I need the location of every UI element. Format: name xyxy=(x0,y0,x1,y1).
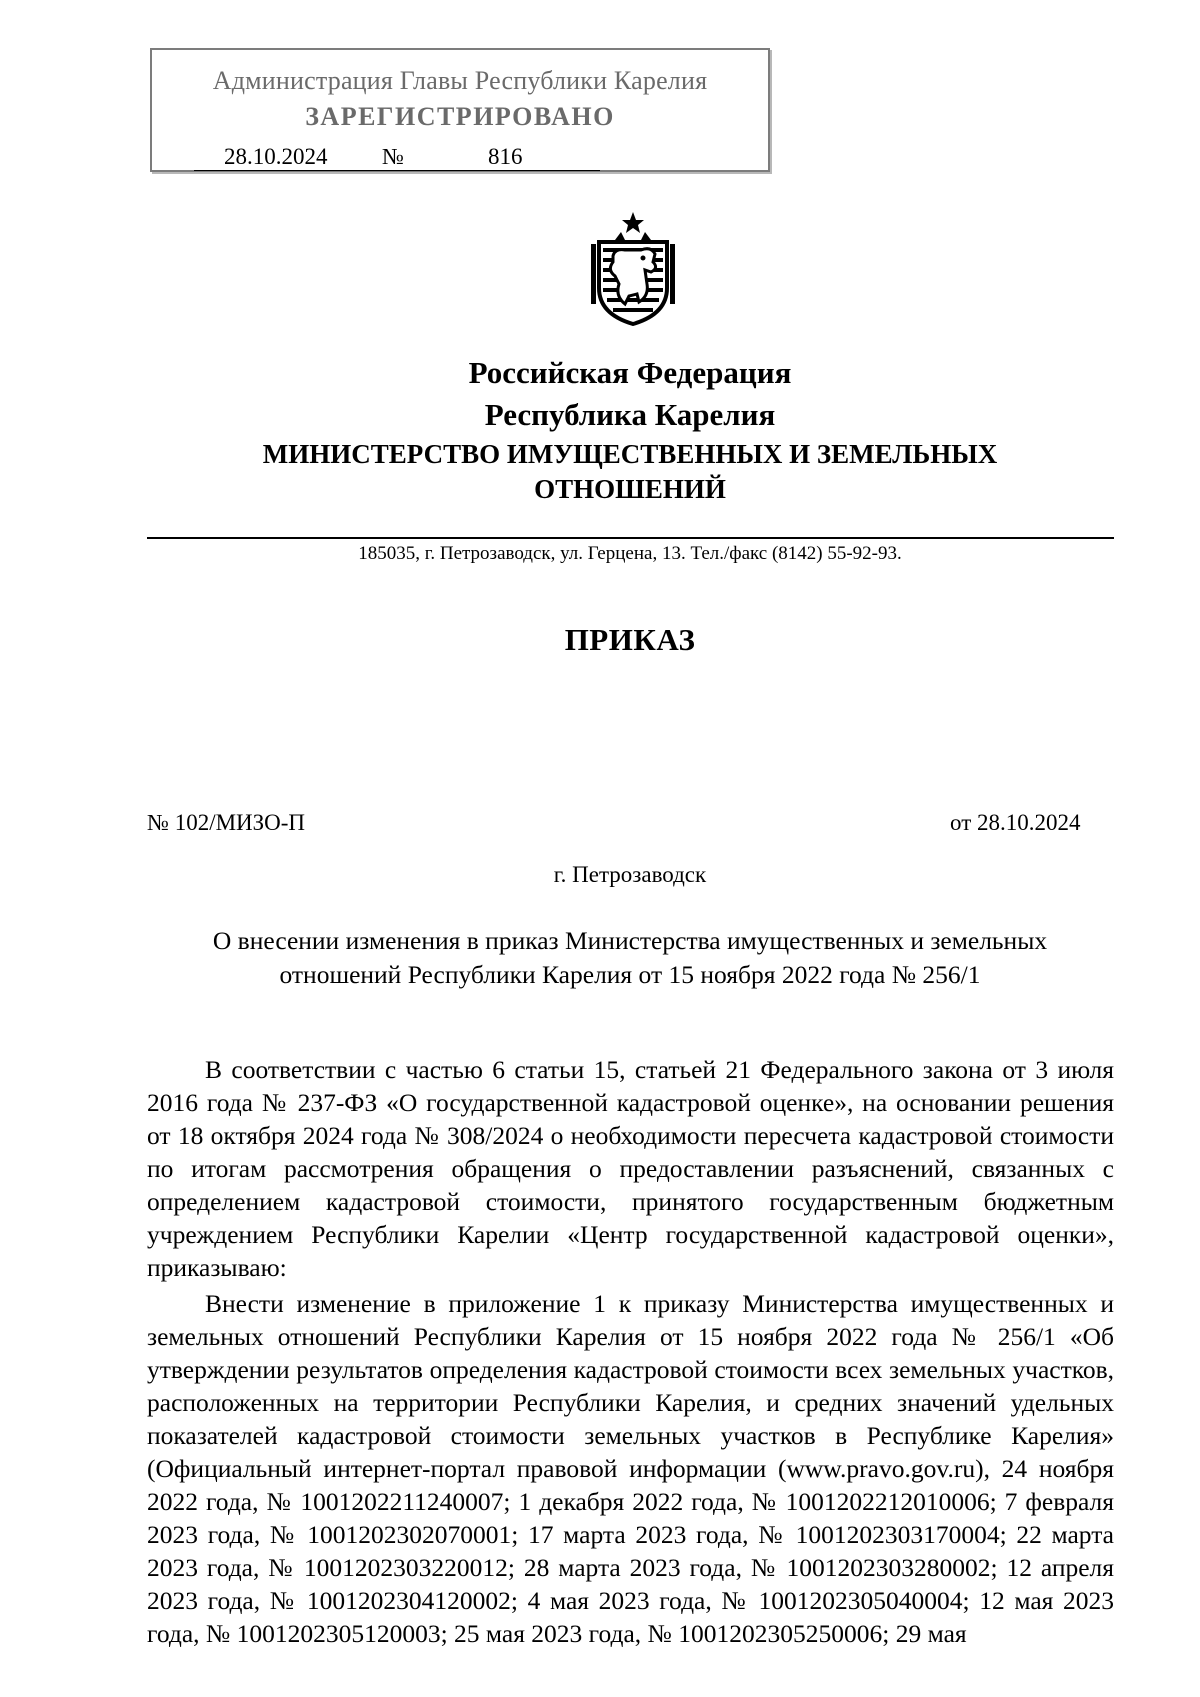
order-title: О внесении изменения в приказ Министерства имущественных и земельных отношений Республики Карелия от 15 ноября 2022 года № 256/1 xyxy=(212,926,1048,989)
stamp-underline xyxy=(194,170,600,171)
karelia-coat-of-arms-icon xyxy=(585,210,681,326)
stamp-organization: Администрация Главы Республики Карелия xyxy=(212,66,708,95)
body-paragraph: Внести изменение в приложение 1 к приказу Министерства имущественных и земельных отношений Республики Карелия от 15 ноября 2022 года № 256/1 «Об утверждении результатов определения кадастровой стоимости всех земельных участков, расположенных на территории Республики Карелия, и средних значений удельных показателей кадастровой стоимости земельных участков в Республике Карелия» (Официальный интернет-портал правовой информации (www.pravo.gov.ru), 24 ноября 2022 года, № 1001202211240007; 1 декабря 2022 года, № 1001202212010006; 7 февраля 2023 года, № 1001202302070001; 17 марта 2023 года, № 1001202303170004; 22 марта 2023 года, № 1001202303220012; 28 марта 2023 года, № 1001202303280002; 12 апреля 2023 года, № 1001202304120002; 4 мая 2023 года, № 1001202305040004; 12 мая 2023 года, № 1001202305120003; 25 мая 2023 года, № 1001202305250006; 29 мая xyxy=(147,1289,1114,1648)
stamp-date: 28.10.2024 xyxy=(224,144,328,169)
ministry-address: 185035, г. Петрозаводск, ул. Герцена, 13. Тел./факс (8142) 55-92-93. xyxy=(358,543,902,564)
header-divider xyxy=(147,537,1114,539)
region-name: Республика Карелия xyxy=(484,397,776,432)
order-number: № 102/МИЗО-П xyxy=(147,810,306,835)
ministry-name-line1: МИНИСТЕРСТВО ИМУЩЕСТВЕННЫХ И ЗЕМЕЛЬНЫХ xyxy=(262,439,998,469)
body-paragraph: В соответствии с частью 6 статьи 15, статьей 21 Федерального закона от 3 июля 2016 года № 237-ФЗ «О государственной кадастровой оценке», на основании решения от 18 октября 2024 года № 308/2024 о необходимости пересчета кадастровой стоимости по итогам рассмотрения обращения о предоставлении разъяснений, связанных с определением кадастровой стоимости, принятого государственным бюджетным учреждением Республики Карелии «Центр государственной кадастровой оценки», приказываю: xyxy=(147,1055,1114,1282)
stamp-status: ЗАРЕГИСТРИРОВАНО xyxy=(305,102,615,131)
registration-stamp xyxy=(150,48,770,172)
ministry-name-line2: ОТНОШЕНИЙ xyxy=(534,474,726,504)
order-city: г. Петрозаводск xyxy=(553,862,707,887)
stamp-number-sign: № xyxy=(382,144,404,169)
stamp-number: 816 xyxy=(488,144,523,169)
order-date: от 28.10.2024 xyxy=(950,810,1081,835)
document-type: ПРИКАЗ xyxy=(564,622,696,657)
country-name: Российская Федерация xyxy=(468,355,792,390)
